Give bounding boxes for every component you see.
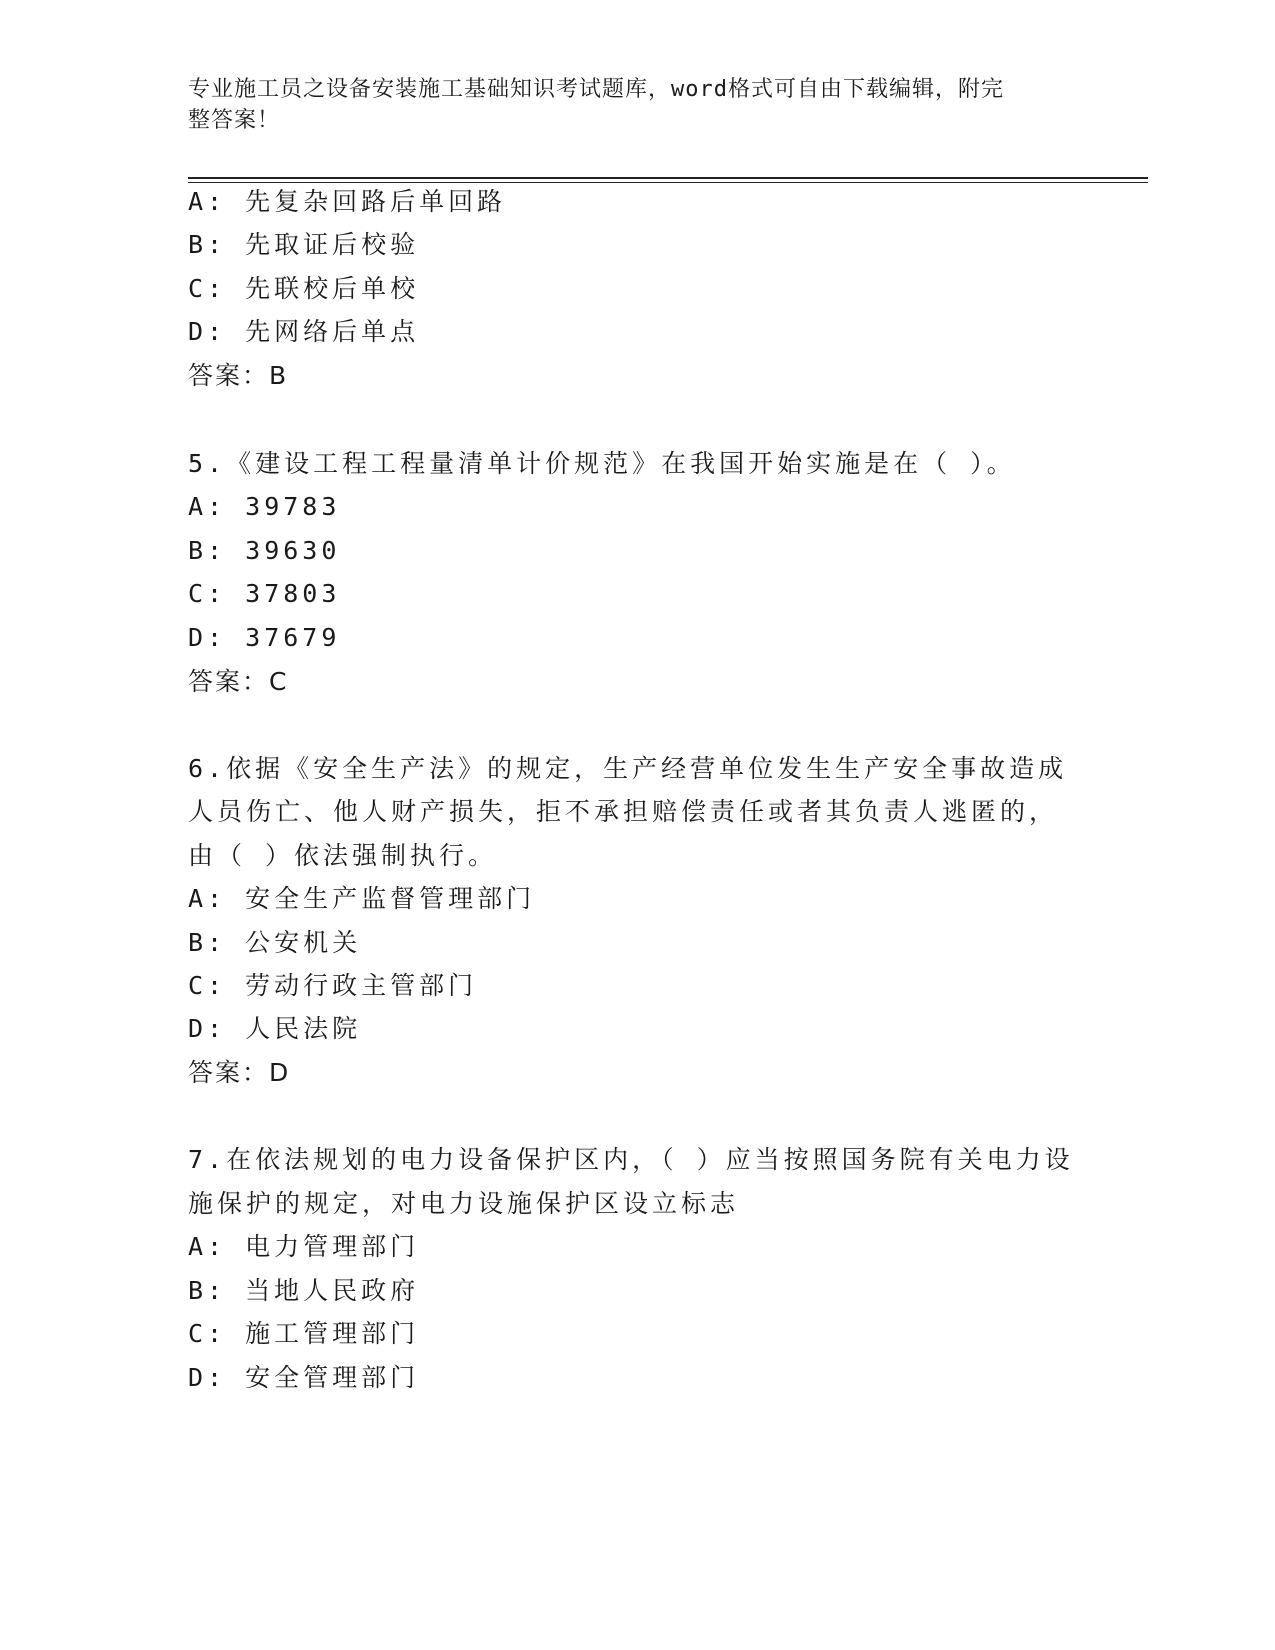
q6-question-line-3: 由（ ）依法强制执行。 [188, 841, 498, 870]
document-header [188, 74, 1068, 136]
q5-option-d: D: 37679 [188, 623, 341, 652]
q6-option-c: C: 劳动行政主管部门 [188, 971, 478, 1000]
q7-question-line-2: 施保护的规定，对电力设施保护区设立标志 [188, 1189, 740, 1218]
q7-option-c: C: 施工管理部门 [188, 1319, 420, 1348]
q6-option-a: A: 安全生产监督管理部门 [188, 884, 536, 913]
q5-option-b: B: 39630 [188, 536, 341, 565]
q7-option-a: A: 电力管理部门 [188, 1232, 420, 1261]
header-divider-thin [188, 182, 1148, 183]
q5-answer: 答案：C [188, 667, 289, 696]
q4-answer: 答案：B [188, 361, 289, 390]
header-divider-thick [188, 177, 1148, 179]
q4-option-c: C: 先联校后单校 [188, 274, 420, 303]
q4-option-b: B: 先取证后校验 [188, 230, 420, 259]
header-line-1: 专业施工员之设备安装施工基础知识考试题库，word格式可自由下载编辑，附完 [188, 77, 1004, 102]
q6-question-line-1: 6.依据《安全生产法》的规定，生产经营单位发生生产安全事故造成 [188, 754, 1068, 783]
q5-option-a: A: 39783 [188, 492, 341, 521]
q4-option-d: D: 先网络后单点 [188, 317, 420, 346]
q7-question-line-1: 7.在依法规划的电力设备保护区内，（ ）应当按照国务院有关电力设 [188, 1145, 1074, 1174]
q5-question: 5.《建设工程工程量清单计价规范》在我国开始实施是在（ ）。 [188, 449, 1016, 478]
q4-option-a: A: 先复杂回路后单回路 [188, 187, 507, 216]
header-line-2: 整答案！ [188, 108, 281, 133]
q7-option-d: D: 安全管理部门 [188, 1363, 420, 1392]
q7-option-b: B: 当地人民政府 [188, 1276, 420, 1305]
q6-option-b: B: 公安机关 [188, 928, 362, 957]
q6-answer: 答案：D [188, 1058, 291, 1087]
q5-option-c: C: 37803 [188, 579, 341, 608]
q6-option-d: D: 人民法院 [188, 1014, 362, 1043]
q6-question-line-2: 人员伤亡、他人财产损失，拒不承担赔偿责任或者其负责人逃匿的， [188, 797, 1059, 826]
